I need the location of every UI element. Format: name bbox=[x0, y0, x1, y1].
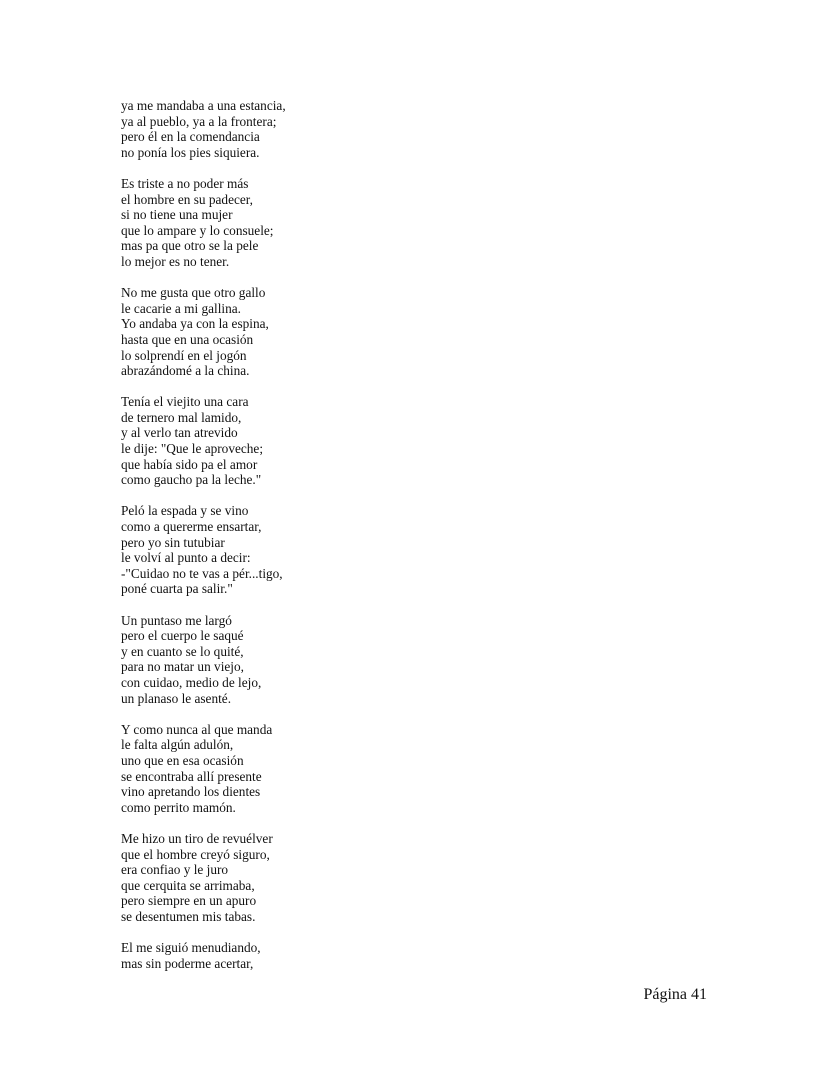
verse-line: hasta que en una ocasión bbox=[121, 331, 254, 347]
verse-line: el hombre en su padecer, bbox=[121, 191, 254, 207]
verse-line: Peló la espada y se vino bbox=[121, 503, 249, 519]
verse-line: pero el cuerpo le saqué bbox=[121, 628, 244, 644]
verse-line: se encontraba allí presente bbox=[121, 768, 262, 784]
verse-line: le cacarie a mi gallina. bbox=[121, 300, 241, 316]
verse-line: que el hombre creyó siguro, bbox=[121, 846, 270, 862]
verse-line: un planaso le asenté. bbox=[121, 690, 232, 706]
verse-line: se desentumen mis tabas. bbox=[121, 908, 256, 924]
verse-line: de ternero mal lamido, bbox=[121, 409, 242, 425]
verse-line: lo solprendí en el jogón bbox=[121, 347, 247, 363]
stanza bbox=[121, 503, 541, 597]
verse-line: si no tiene una mujer bbox=[121, 207, 233, 223]
verse-line: y en cuanto se lo quité, bbox=[121, 643, 244, 659]
verse-line: con cuidao, medio de lejo, bbox=[121, 674, 262, 690]
verse-line: pero él en la comendancia bbox=[121, 129, 260, 145]
verse-line: le volví al punto a decir: bbox=[121, 550, 251, 566]
verse-line: le dije: "Que le aproveche; bbox=[121, 441, 264, 457]
verse-line: que había sido pa el amor bbox=[121, 456, 258, 472]
verse-line: mas sin poderme acertar, bbox=[121, 955, 254, 971]
verse-line: era confiao y le juro bbox=[121, 862, 229, 878]
verse-line: -"Cuidao no te vas a pér...tigo, bbox=[121, 565, 283, 581]
stanza bbox=[121, 285, 541, 379]
stanza bbox=[121, 831, 541, 925]
verse-line: Y como nunca al que manda bbox=[121, 721, 273, 737]
stanza bbox=[121, 394, 541, 488]
verse-line: abrazándomé a la china. bbox=[121, 363, 250, 379]
verse-line: pero siempre en un apuro bbox=[121, 893, 257, 909]
verse-line: No me gusta que otro gallo bbox=[121, 285, 266, 301]
verse-line: no ponía los pies siquiera. bbox=[121, 144, 260, 160]
verse-line: Tenía el viejito una cara bbox=[121, 394, 249, 410]
verse-line: mas pa que otro se la pele bbox=[121, 238, 259, 254]
verse-line: Un puntaso me largó bbox=[121, 612, 232, 628]
stanza bbox=[121, 940, 541, 971]
verse-line: ya me mandaba a una estancia, bbox=[121, 98, 286, 113]
verse-line: uno que en esa ocasión bbox=[121, 752, 244, 768]
verse-line: poné cuarta pa salir." bbox=[121, 581, 233, 597]
verse-line: El me siguió menudiando, bbox=[121, 940, 261, 956]
verse-line: que cerquita se arrimaba, bbox=[121, 877, 255, 893]
verse-line: Yo andaba ya con la espina, bbox=[121, 316, 269, 332]
verse-line: pero yo sin tutubiar bbox=[121, 534, 225, 550]
stanza bbox=[121, 613, 541, 707]
verse-line: le falta algún adulón, bbox=[121, 737, 234, 753]
verse-line: Es triste a no poder más bbox=[121, 175, 249, 191]
page-number: Página 41 bbox=[643, 986, 707, 1003]
verse-line: vino apretando los dientes bbox=[121, 784, 261, 800]
verse-line: Me hizo un tiro de revuélver bbox=[121, 830, 273, 846]
verse-line: para no matar un viejo, bbox=[121, 659, 244, 675]
verse-line: como gaucho pa la leche." bbox=[121, 472, 262, 488]
verse-line: ya al pueblo, ya a la frontera; bbox=[121, 113, 277, 129]
stanza bbox=[121, 176, 541, 270]
stanza bbox=[121, 98, 541, 160]
verse-line: y al verlo tan atrevido bbox=[121, 425, 238, 441]
verse-line: lo mejor es no tener. bbox=[121, 253, 230, 269]
stanza bbox=[121, 722, 541, 816]
verse-line: que lo ampare y lo consuele; bbox=[121, 222, 274, 238]
verse-line: como a quererme ensartar, bbox=[121, 519, 262, 535]
verse-line: como perrito mamón. bbox=[121, 799, 236, 815]
poem-text bbox=[121, 98, 541, 987]
